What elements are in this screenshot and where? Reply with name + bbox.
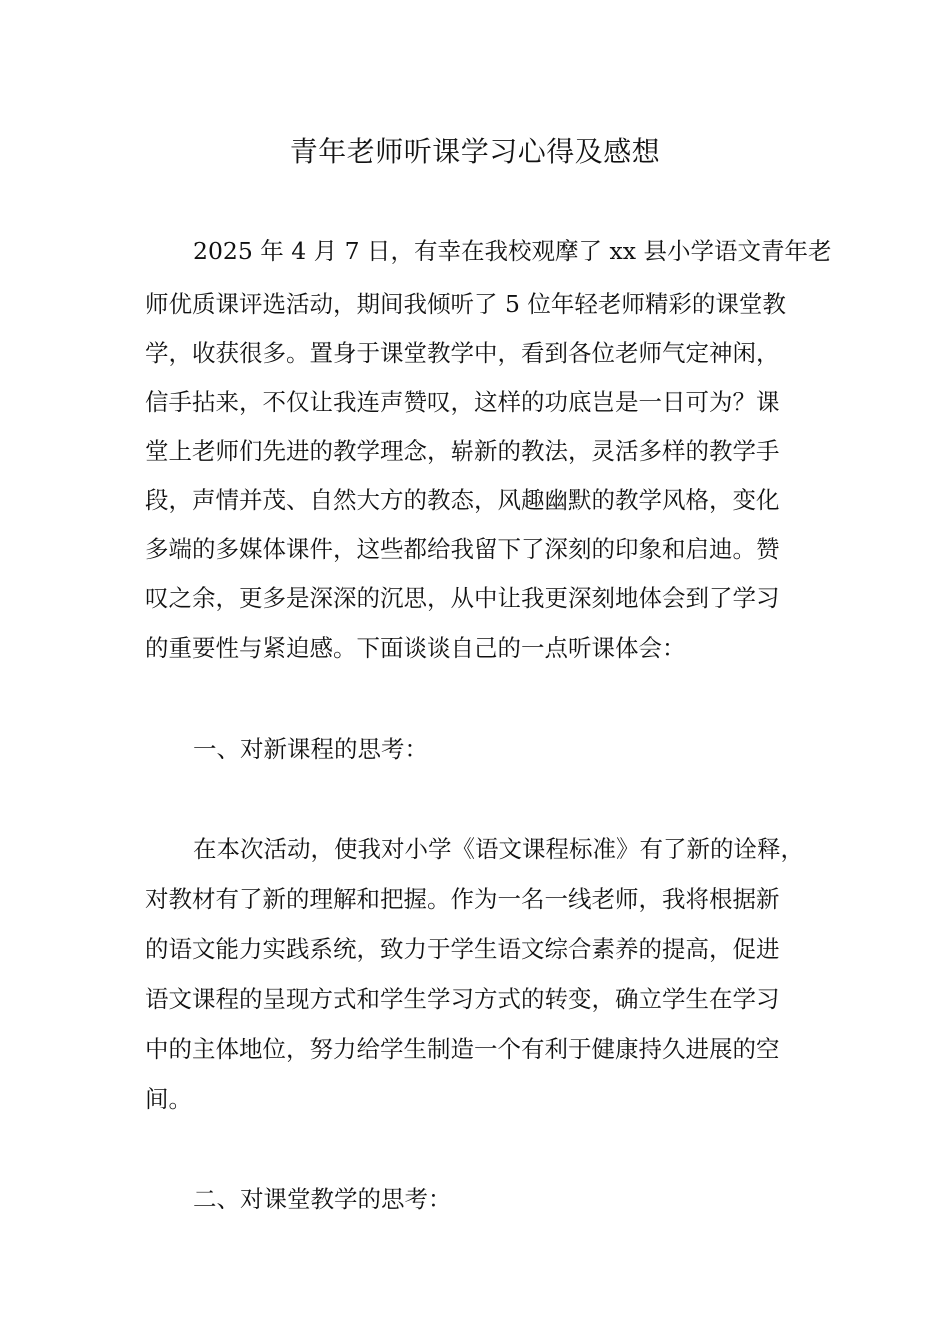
intro-line-8: 叹之余，更多是深深的沉思，从中让我更深刻地体会到了学习 [145, 584, 780, 612]
intro-line-6: 段，声情并茂、自然大方的教态，风趣幽默的教学风格，变化 [145, 486, 780, 514]
document-title: 青年老师听课学习心得及感想 [289, 135, 661, 168]
section1-line-1: 在本次活动，使我对小学《语文课程标准》有了新的诠释， [193, 835, 804, 863]
intro-line-3: 学，收获很多。置身于课堂教学中，看到各位老师气定神闲， [145, 339, 780, 367]
section-heading-2: 二、对课堂教学的思考： [193, 1185, 452, 1213]
intro-line-5: 堂上老师们先进的教学理念，崭新的教法，灵活多样的教学手 [145, 437, 780, 465]
section1-line-3: 的语文能力实践系统，致力于学生语文综合素养的提高，促进 [145, 935, 780, 963]
section1-line-5: 中的主体地位，努力给学生制造一个有利于健康持久进展的空 [145, 1035, 780, 1063]
section1-line-2: 对教材有了新的理解和把握。作为一名一线老师，我将根据新 [145, 885, 780, 913]
intro-line-7: 多端的多媒体课件，这些都给我留下了深刻的印象和启迪。赞 [145, 535, 780, 563]
intro-line-1: 2025 年 4 月 7 日，有幸在我校观摩了 xx 县小学语文青年老 [193, 237, 832, 265]
section1-line-6: 间。 [145, 1085, 192, 1113]
intro-line-9: 的重要性与紧迫感。下面谈谈自己的一点听课体会： [145, 634, 686, 662]
intro-line-4: 信手拈来，不仅让我连声赞叹，这样的功底岂是一日可为？课 [145, 388, 780, 416]
intro-line-2: 师优质课评选活动，期间我倾听了 5 位年轻老师精彩的课堂教 [145, 290, 786, 318]
section1-line-4: 语文课程的呈现方式和学生学习方式的转变，确立学生在学习 [145, 985, 780, 1013]
section-heading-1: 一、对新课程的思考： [193, 735, 428, 763]
